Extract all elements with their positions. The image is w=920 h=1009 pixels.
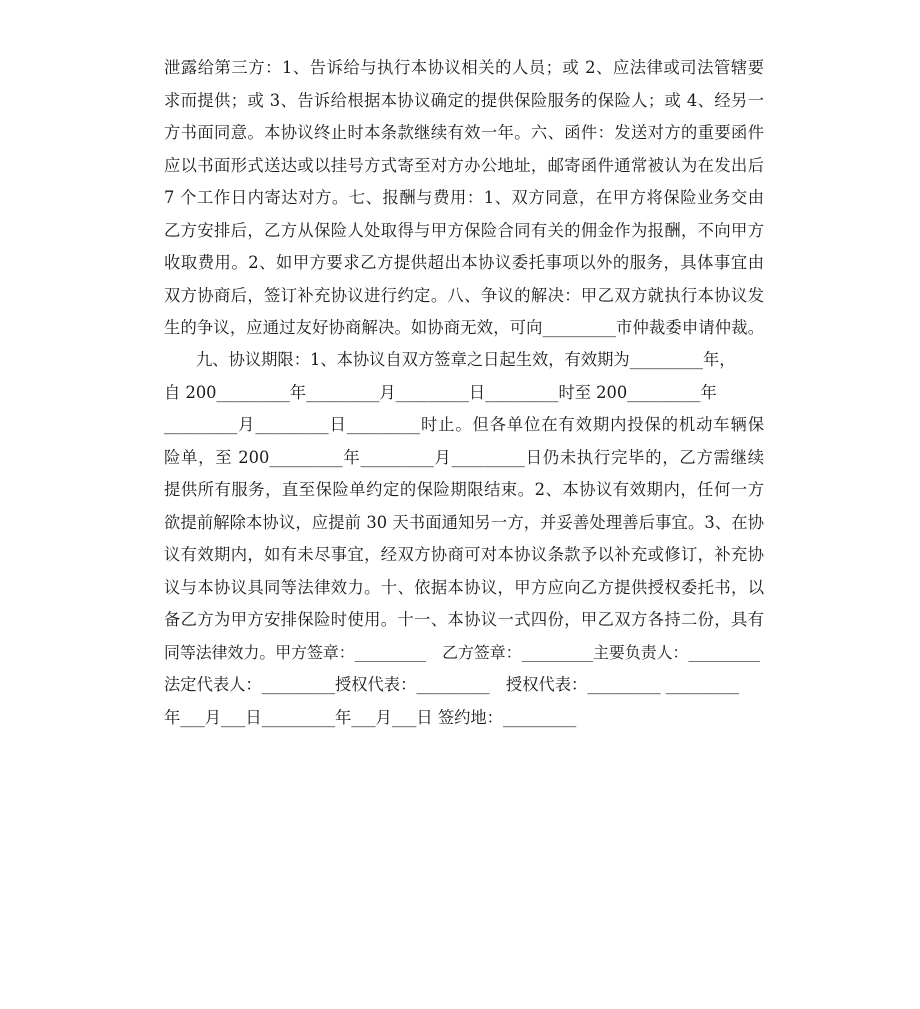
text-line: 提供所有服务，直至保险单约定的保险期限结束。2、本协议有效期内，任何一方 (164, 480, 764, 499)
text-line: 自 200_________年_________月_________日_________时至 200_________年 (164, 383, 717, 402)
text-line: 应以书面形式送达或以挂号方式寄至对方办公地址，邮寄函件通常被认为在发出后 (164, 156, 764, 175)
text-line: 7 个工作日内寄达对方。七、报酬与费用：1、双方同意，在甲方将保险业务交由 (164, 188, 764, 207)
text-line: 欲提前解除本协议，应提前 30 天书面通知另一方，并妥善处理善后事宜。3、在协 (164, 513, 764, 532)
date-and-place-line: 年___月___日_________年___月___日 签约地：_________ (164, 708, 577, 727)
text-line: 双方协商后，签订补充协议进行约定。八、争议的解决：甲乙双方就执行本协议发 (164, 286, 764, 305)
text-line: 生的争议，应通过友好协商解决。如协商无效，可向_________市仲裁委申请仲裁。 (164, 318, 764, 337)
signature-line: 同等法律效力。甲方签章：_________ 乙方签章：_________主要负责人：_________ (164, 643, 760, 662)
text-line: _________月_________日_________时止。但各单位在有效期内投保的机动车辆保 (164, 415, 764, 434)
text-line: 乙方安排后，乙方从保险人处取得与甲方保险合同有关的佣金作为报酬，不向甲方 (164, 221, 764, 240)
text-line: 方书面同意。本协议终止时本条款继续有效一年。六、函件：发送对方的重要函件 (164, 123, 764, 142)
text-line: 险单，至 200_________年_________月_________日仍未执行完毕的，乙方需继续 (164, 448, 764, 467)
text-line: 备乙方为甲方安排保险时使用。十一、本协议一式四份，甲乙双方各持二份，具有 (164, 610, 764, 629)
text-line: 收取费用。2、如甲方要求乙方提供超出本协议委托事项以外的服务，具体事宜由 (164, 253, 764, 272)
representative-line: 法定代表人：_________授权代表：_________ 授权代表：_________ _________ (164, 675, 740, 694)
text-line: 求而提供；或 3、告诉给根据本协议确定的提供保险服务的保险人；或 4、经另一 (164, 91, 764, 110)
text-line: 议有效期内，如有未尽事宜，经双方协商可对本协议条款予以补充或修订，补充协 (164, 545, 764, 564)
section-nine-first-line: 九、协议期限：1、本协议自双方签章之日起生效，有效期为_________年， (196, 350, 736, 369)
text-line: 泄露给第三方：1、告诉给与执行本协议相关的人员；或 2、应法律或司法管辖要 (164, 58, 764, 77)
text-line: 议与本协议具同等法律效力。十、依据本协议，甲方应向乙方提供授权委托书，以 (164, 578, 764, 597)
